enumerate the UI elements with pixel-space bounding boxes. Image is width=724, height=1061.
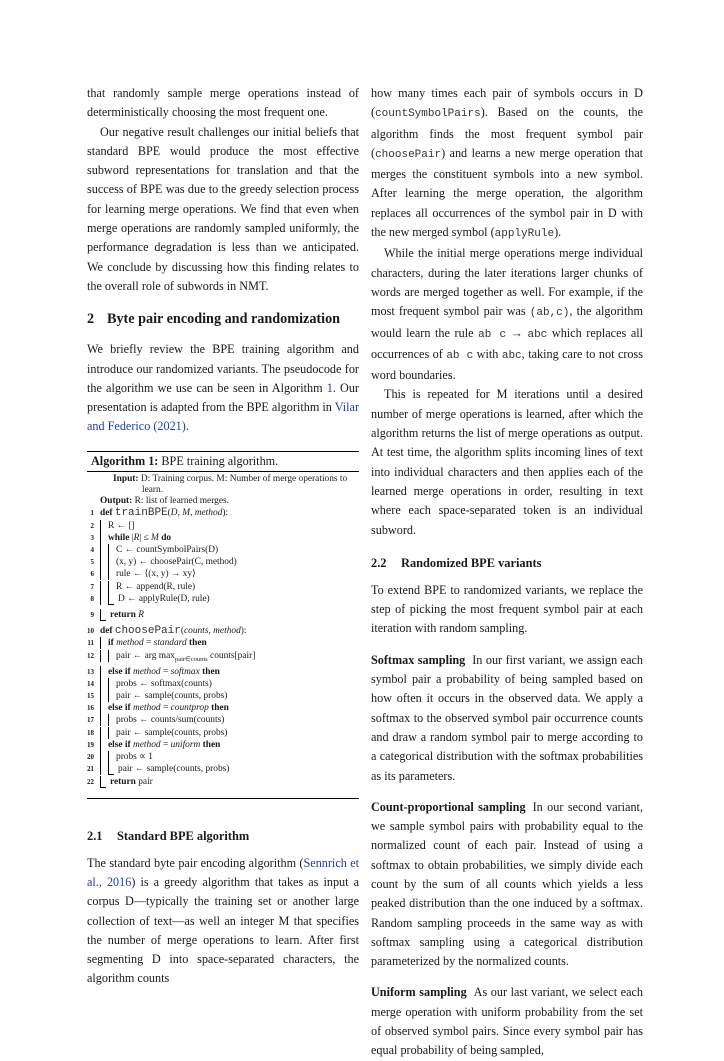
algorithm-line: 21 pair ← sample(counts, probs) — [87, 764, 230, 775]
softmax-paragraph: Softmax sampling In our first variant, we assign each symbol pair a probability of being sampled based on how often it occurs in the observed data. We apply a softmax to the observed symbol pair occurrence counts and draw a random symbol pair to merge according to a categorical distribution with the softmax probabilities as its parameters. — [371, 652, 643, 783]
algorithm-line: 14 probs ← softmax(counts) — [87, 678, 212, 689]
citation-link[interactable]: Sennrich et al., 2016 — [87, 855, 359, 889]
algorithm-ref-link[interactable]: 1 — [326, 380, 333, 395]
subsection-heading — [371, 554, 643, 572]
algorithm-input: Input: D: Training corpus. M: Number of merge operations to learn. — [113, 473, 348, 495]
paragraph: how many times each pair of symbols occurs in D (countSymbolPairs). Based on the counts, the algorithm finds the most frequent symbol pair (choosePair) and learns a new merge operation that merges the constituent symbols into a new symbol. After learning the merge operation, the algorithm replaces all occurrences of the symbol pair in D with the new merged symbol (applyRule). — [371, 86, 643, 241]
algorithm-box — [87, 451, 359, 799]
algorithm-line: 16 else if method = countprop then — [87, 703, 229, 714]
algorithm-line: 19 else if method = uniform then — [87, 739, 221, 750]
paragraph: This is repeated for M iterations until a desired number of merge operations is learned, after which the algorithm returns the list of merge operations as output. At test time, the algorithm splits incoming lines of text into individual characters and then applies each of the learned merge operations in order, resulting in text where each space-separated token is an individual subword. — [371, 387, 643, 537]
algorithm-line: 8 D ← applyRule(D, rule) — [90, 593, 210, 604]
algorithm-line: 12 pair ← arg $\max_{pair\in counts}$ counts[pair] — [87, 650, 256, 663]
subsection-paragraph: The standard byte pair encoding algorithm (Sennrich et al., 2016) is a greedy algorithm that takes as input a corpus D—typically the training set or another large collection of text—as well an integer M that specifies the number of merge operations to learn. After first segmenting D into space-separated characters, the algorithm counts — [87, 855, 360, 986]
subsection-heading — [87, 827, 359, 845]
algorithm-line: 15 pair ← sample(counts, probs) — [87, 691, 228, 702]
subsection-title: Randomized BPE variants — [401, 555, 542, 570]
algorithm-line: 13 else if method = softmax then — [87, 666, 220, 677]
algorithm-line: 10 def choosePair(counts, method): — [87, 625, 247, 638]
runin-heading: Count-proportional sampling — [371, 799, 526, 814]
algorithm-line: 1 def trainBPE(D, M, method): — [90, 507, 229, 520]
algorithm-line: 6 rule ← ⟨(x, y) → xy⟩ — [90, 569, 196, 580]
algorithm-line: 9 return R — [90, 609, 144, 620]
algorithm-output: Output: R: list of learned merges. — [100, 496, 229, 507]
algorithm-line: 4 C ← countSymbolPairs(D) — [90, 544, 219, 555]
uniform-paragraph: Uniform sampling As our last variant, we select each merge operation with uniform probability from the set of observed symbol pairs. Since every symbol pair has equal probability of being sampled, — [371, 985, 644, 1058]
intro-paragraph-1: that randomly sample merge operations instead of deterministically choosing the most frequent one. — [87, 86, 359, 120]
section-title: Byte pair encoding and randomization — [107, 311, 341, 328]
algorithm-line: 7 R ← append(R, rule) — [90, 581, 196, 592]
paragraph: To extend BPE to randomized variants, we replace the step of picking the most frequent symbol pair at each iteration with random sampling. — [371, 582, 643, 636]
right-column — [371, 84, 643, 1061]
subsection-number: 2.1 — [87, 828, 103, 843]
algorithm-line: 2 R ← [] — [90, 520, 135, 531]
section-number: 2 — [87, 311, 95, 328]
algorithm-line: 3 while |R| ≤ M do — [90, 532, 172, 543]
subsection-number: 2.2 — [371, 555, 387, 570]
paragraph: While the initial merge operations merge individual characters, during the later iterations larger chunks of words are merged together as well. For example, if the most frequent symbol pair was (ab,c), the algorithm would learn the rule ab c → abc which replaces all occurrences of ab c with abc, taking care to not cross word boundaries. — [371, 246, 644, 383]
algorithm-line: 17 probs ← counts/sum(counts) — [87, 715, 225, 726]
left-column — [87, 84, 359, 989]
runin-heading: Uniform sampling — [371, 985, 467, 1000]
runin-heading: Softmax sampling — [371, 652, 466, 667]
algorithm-line: 11 if method = standard then — [87, 638, 207, 649]
algorithm-line: 20 probs ∝ 1 — [87, 752, 153, 763]
section-paragraph: We briefly review the BPE training algorithm and introduce our randomized variants. The pseudocode for the algorithm we use can be seen in Algorithm 1. Our presentation is adapted from the BPE algorithm in Vilar and Federico (2021). — [87, 342, 359, 434]
algorithm-line: 5 (x, y) ← choosePair(C, method) — [90, 557, 237, 568]
intro-paragraph-2: Our negative result challenges our initial beliefs that standard BPE would produce the most effective subword representations for translation and that the success of BPE was due to the greedy selection process for learning merge operations. We find that even when merge operations are randomly sampled uniformly, the performance degradation is less than we anticipated. We conclude by discussing how this finding relates to the overall role of subwords in NMT. — [87, 124, 359, 293]
subsection-title: Standard BPE algorithm — [117, 828, 250, 843]
algorithm-caption: Algorithm 1: BPE training algorithm. — [87, 452, 359, 472]
algorithm-line: 18 pair ← sample(counts, probs) — [87, 727, 228, 738]
section-heading — [87, 310, 359, 328]
countprop-paragraph: Count-proportional sampling In our second variant, we sample symbol pairs with probability equal to the normalized count of each pair. Instead of using a softmax to obtain probabilities, we simply divide each count by the sum of all counts which yields a less peaked distribution than the one induced by a softmax. Random sampling proceeds in the same way as with softmax sampling using a categorical distribution parameterized by the normalized counts. — [371, 799, 643, 969]
citation-link[interactable]: Vilar and Federico (2021) — [87, 400, 359, 434]
algorithm-line: 22 return pair — [87, 776, 153, 787]
